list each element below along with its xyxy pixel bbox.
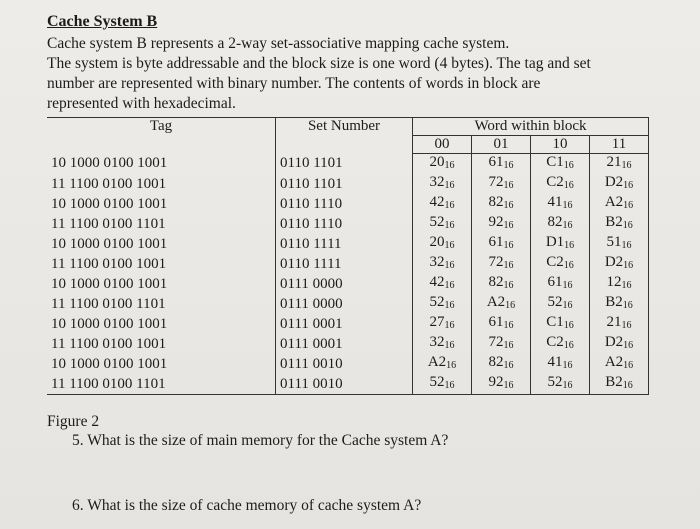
set-number-cell: 0110 1101 — [276, 154, 413, 175]
header-offset: 10 — [531, 136, 590, 154]
hex-subscript: 16 — [503, 320, 514, 331]
tag-cell: 10 1000 0100 1001 — [51, 195, 168, 212]
set-number-cell: 0111 0001 — [276, 334, 413, 354]
hex-subscript: 16 — [562, 380, 573, 391]
header-offset: 11 — [590, 136, 649, 154]
hex-subscript: 16 — [623, 260, 634, 271]
word-cell — [590, 294, 649, 314]
header-word-within-block: Word within block — [413, 118, 649, 136]
word-cell — [413, 314, 472, 334]
hex-subscript: 16 — [444, 380, 455, 391]
word-value: 92 — [488, 214, 504, 230]
hex-subscript: 16 — [444, 260, 455, 271]
hex-subscript: 16 — [505, 300, 516, 311]
set-number-cell: 0111 0000 — [276, 274, 413, 294]
word-value: 72 — [488, 334, 504, 350]
question-6: 6. What is the size of cache memory of cache system A? — [72, 497, 422, 514]
word-value: 52 — [547, 374, 563, 390]
hex-subscript: 16 — [503, 380, 514, 391]
question-5: 5. What is the size of main memory for the Cache system A? — [72, 432, 449, 449]
hex-subscript: 16 — [562, 300, 573, 311]
hex-subscript: 16 — [622, 380, 633, 391]
word-cell — [413, 334, 472, 354]
word-cell — [413, 214, 472, 234]
header-offset: 01 — [472, 136, 531, 154]
word-cell — [472, 334, 531, 354]
tag-cell: 10 1000 0100 1001 — [51, 355, 168, 372]
table-row — [47, 314, 649, 334]
word-cell — [531, 294, 590, 314]
set-number-cell: 0111 0010 — [276, 354, 413, 374]
header-tag: Tag — [47, 118, 276, 154]
hex-subscript: 16 — [563, 260, 574, 271]
word-value: 52 — [429, 374, 445, 390]
hex-subscript: 16 — [563, 320, 574, 331]
table-row — [47, 234, 649, 254]
word-cell — [531, 354, 590, 374]
word-cell — [413, 254, 472, 274]
hex-subscript: 16 — [562, 200, 573, 211]
word-cell — [590, 154, 649, 175]
hex-subscript: 16 — [503, 220, 514, 231]
word-value: 51 — [606, 234, 622, 250]
word-cell — [472, 294, 531, 314]
word-cell — [413, 374, 472, 395]
hex-subscript: 16 — [503, 200, 514, 211]
word-cell — [590, 194, 649, 214]
word-value: 72 — [488, 254, 504, 270]
table-row — [47, 354, 649, 374]
word-value: 41 — [547, 354, 563, 370]
word-cell — [413, 154, 472, 175]
word-value: 21 — [606, 314, 622, 330]
figure-label: Figure 2 — [47, 413, 100, 430]
word-cell — [472, 274, 531, 294]
word-value: 42 — [429, 194, 445, 210]
word-cell — [413, 194, 472, 214]
cache-table-body — [47, 154, 649, 395]
word-value: 61 — [488, 234, 504, 250]
word-value: 27 — [429, 314, 445, 330]
table-row — [47, 294, 649, 314]
hex-subscript: 16 — [562, 280, 573, 291]
word-value: A2 — [427, 354, 447, 370]
word-value: D2 — [604, 174, 624, 190]
word-value: B2 — [605, 294, 623, 310]
word-cell — [590, 354, 649, 374]
word-value: C2 — [546, 334, 564, 350]
hex-subscript: 16 — [622, 220, 633, 231]
tag-cell: 11 1100 0100 1101 — [51, 215, 166, 232]
hex-subscript: 16 — [444, 280, 455, 291]
word-value: 92 — [488, 374, 504, 390]
header-set-number: Set Number — [276, 118, 413, 154]
hex-subscript: 16 — [622, 300, 633, 311]
word-value: 72 — [488, 174, 504, 190]
word-cell — [413, 234, 472, 254]
word-cell — [472, 254, 531, 274]
hex-subscript: 16 — [503, 240, 514, 251]
hex-subscript: 16 — [444, 220, 455, 231]
table-row — [47, 154, 649, 175]
hex-subscript: 16 — [444, 180, 455, 191]
word-cell — [590, 314, 649, 334]
tag-cell: 11 1100 0100 1101 — [47, 374, 276, 395]
word-value: 21 — [606, 154, 622, 170]
word-value: D2 — [604, 254, 624, 270]
word-cell — [472, 314, 531, 334]
hex-subscript: 16 — [444, 240, 455, 251]
paragraph-line: Cache system B represents a 2-way set-associative mapping cache system. — [47, 35, 510, 52]
set-number-cell: 0110 1111 — [276, 234, 413, 254]
word-value: A2 — [604, 354, 624, 370]
word-cell — [531, 254, 590, 274]
hex-subscript: 16 — [562, 220, 573, 231]
word-value: 52 — [429, 294, 445, 310]
word-value: 12 — [606, 274, 622, 290]
table-row — [47, 334, 649, 354]
word-cell — [472, 194, 531, 214]
word-value: 82 — [488, 274, 504, 290]
tag-cell: 10 1000 0100 1001 — [51, 315, 168, 332]
word-cell — [531, 334, 590, 354]
table-row — [47, 174, 649, 194]
section-title: Cache System B — [47, 13, 158, 30]
table-row — [47, 254, 649, 274]
hex-subscript: 16 — [621, 280, 632, 291]
word-cell — [590, 374, 649, 395]
word-cell — [531, 154, 590, 175]
tag-cell: 10 1000 0100 1001 — [51, 275, 168, 292]
word-cell — [531, 234, 590, 254]
word-value: 61 — [488, 314, 504, 330]
word-cell — [590, 234, 649, 254]
set-number-cell: 0110 1111 — [276, 254, 413, 274]
word-value: 20 — [429, 234, 445, 250]
header-offset: 00 — [413, 136, 472, 154]
word-cell — [531, 374, 590, 395]
hex-subscript: 16 — [563, 340, 574, 351]
hex-subscript: 16 — [503, 360, 514, 371]
set-number-cell: 0111 0001 — [276, 314, 413, 334]
tag-cell: 11 1100 0100 1001 — [51, 255, 167, 272]
hex-subscript: 16 — [503, 260, 514, 271]
word-cell — [590, 214, 649, 234]
word-value: 32 — [429, 174, 445, 190]
word-value: A2 — [486, 294, 506, 310]
hex-subscript: 16 — [503, 340, 514, 351]
tag-cell: 11 1100 0100 1101 — [51, 295, 166, 312]
word-cell — [531, 274, 590, 294]
paragraph-line: represented with hexadecimal. — [47, 95, 236, 112]
word-cell — [413, 274, 472, 294]
word-value: C2 — [546, 174, 564, 190]
word-value: D2 — [604, 334, 624, 350]
hex-subscript: 16 — [623, 360, 634, 371]
word-value: 32 — [429, 254, 445, 270]
word-value: B2 — [605, 374, 623, 390]
word-value: A2 — [604, 194, 624, 210]
hex-subscript: 16 — [503, 160, 514, 171]
word-value: C1 — [546, 154, 564, 170]
word-cell — [590, 254, 649, 274]
word-cell — [531, 194, 590, 214]
word-cell — [413, 354, 472, 374]
word-cell — [472, 174, 531, 194]
word-cell — [472, 154, 531, 175]
hex-subscript: 16 — [446, 360, 457, 371]
tag-cell: 10 1000 0100 1001 — [51, 235, 168, 252]
tag-cell: 11 1100 0100 1001 — [51, 335, 167, 352]
hex-subscript: 16 — [564, 240, 575, 251]
word-value: C2 — [546, 254, 564, 270]
tag-cell: 11 1100 0100 1001 — [51, 175, 167, 192]
word-value: 82 — [488, 194, 504, 210]
word-value: 20 — [429, 154, 445, 170]
cache-table — [47, 117, 649, 395]
hex-subscript: 16 — [623, 180, 634, 191]
word-cell — [531, 174, 590, 194]
word-cell — [472, 214, 531, 234]
word-value: 52 — [429, 214, 445, 230]
word-value: 32 — [429, 334, 445, 350]
word-cell — [472, 234, 531, 254]
paragraph-line: The system is byte addressable and the block size is one word (4 bytes). The tag and set — [47, 55, 591, 72]
tag-cell: 10 1000 0100 1001 — [51, 155, 168, 172]
table-row — [47, 374, 649, 395]
word-value: 82 — [488, 354, 504, 370]
word-value: 42 — [429, 274, 445, 290]
hex-subscript: 16 — [563, 180, 574, 191]
word-cell — [413, 174, 472, 194]
hex-subscript: 16 — [621, 240, 632, 251]
word-cell — [590, 274, 649, 294]
paragraph-line: number are represented with binary number. The contents of words in block are — [47, 75, 541, 92]
hex-subscript: 16 — [444, 300, 455, 311]
set-number-cell: 0111 0000 — [276, 294, 413, 314]
hex-subscript: 16 — [563, 160, 574, 171]
word-cell — [531, 214, 590, 234]
word-value: D1 — [545, 234, 565, 250]
word-value: 61 — [547, 274, 563, 290]
hex-subscript: 16 — [503, 180, 514, 191]
set-number-cell: 0111 0010 — [276, 374, 413, 395]
word-cell — [413, 294, 472, 314]
hex-subscript: 16 — [621, 160, 632, 171]
word-value: 82 — [547, 214, 563, 230]
hex-subscript: 16 — [444, 340, 455, 351]
word-value: C1 — [546, 314, 564, 330]
word-value: 61 — [488, 154, 504, 170]
word-cell — [472, 354, 531, 374]
set-number-cell: 0110 1101 — [276, 174, 413, 194]
word-cell — [472, 374, 531, 395]
table-row — [47, 274, 649, 294]
word-value: 41 — [547, 194, 563, 210]
hex-subscript: 16 — [621, 320, 632, 331]
hex-subscript: 16 — [562, 360, 573, 371]
hex-subscript: 16 — [503, 280, 514, 291]
word-cell — [590, 174, 649, 194]
word-value: 52 — [547, 294, 563, 310]
hex-subscript: 16 — [444, 200, 455, 211]
hex-subscript: 16 — [623, 340, 634, 351]
hex-subscript: 16 — [444, 160, 455, 171]
set-number-cell: 0110 1110 — [276, 194, 413, 214]
set-number-cell: 0110 1110 — [276, 214, 413, 234]
table-row — [47, 194, 649, 214]
word-value: B2 — [605, 214, 623, 230]
word-cell — [590, 334, 649, 354]
hex-subscript: 16 — [444, 320, 455, 331]
table-row — [47, 214, 649, 234]
description-paragraph — [47, 34, 687, 114]
hex-subscript: 16 — [623, 200, 634, 211]
word-cell — [531, 314, 590, 334]
